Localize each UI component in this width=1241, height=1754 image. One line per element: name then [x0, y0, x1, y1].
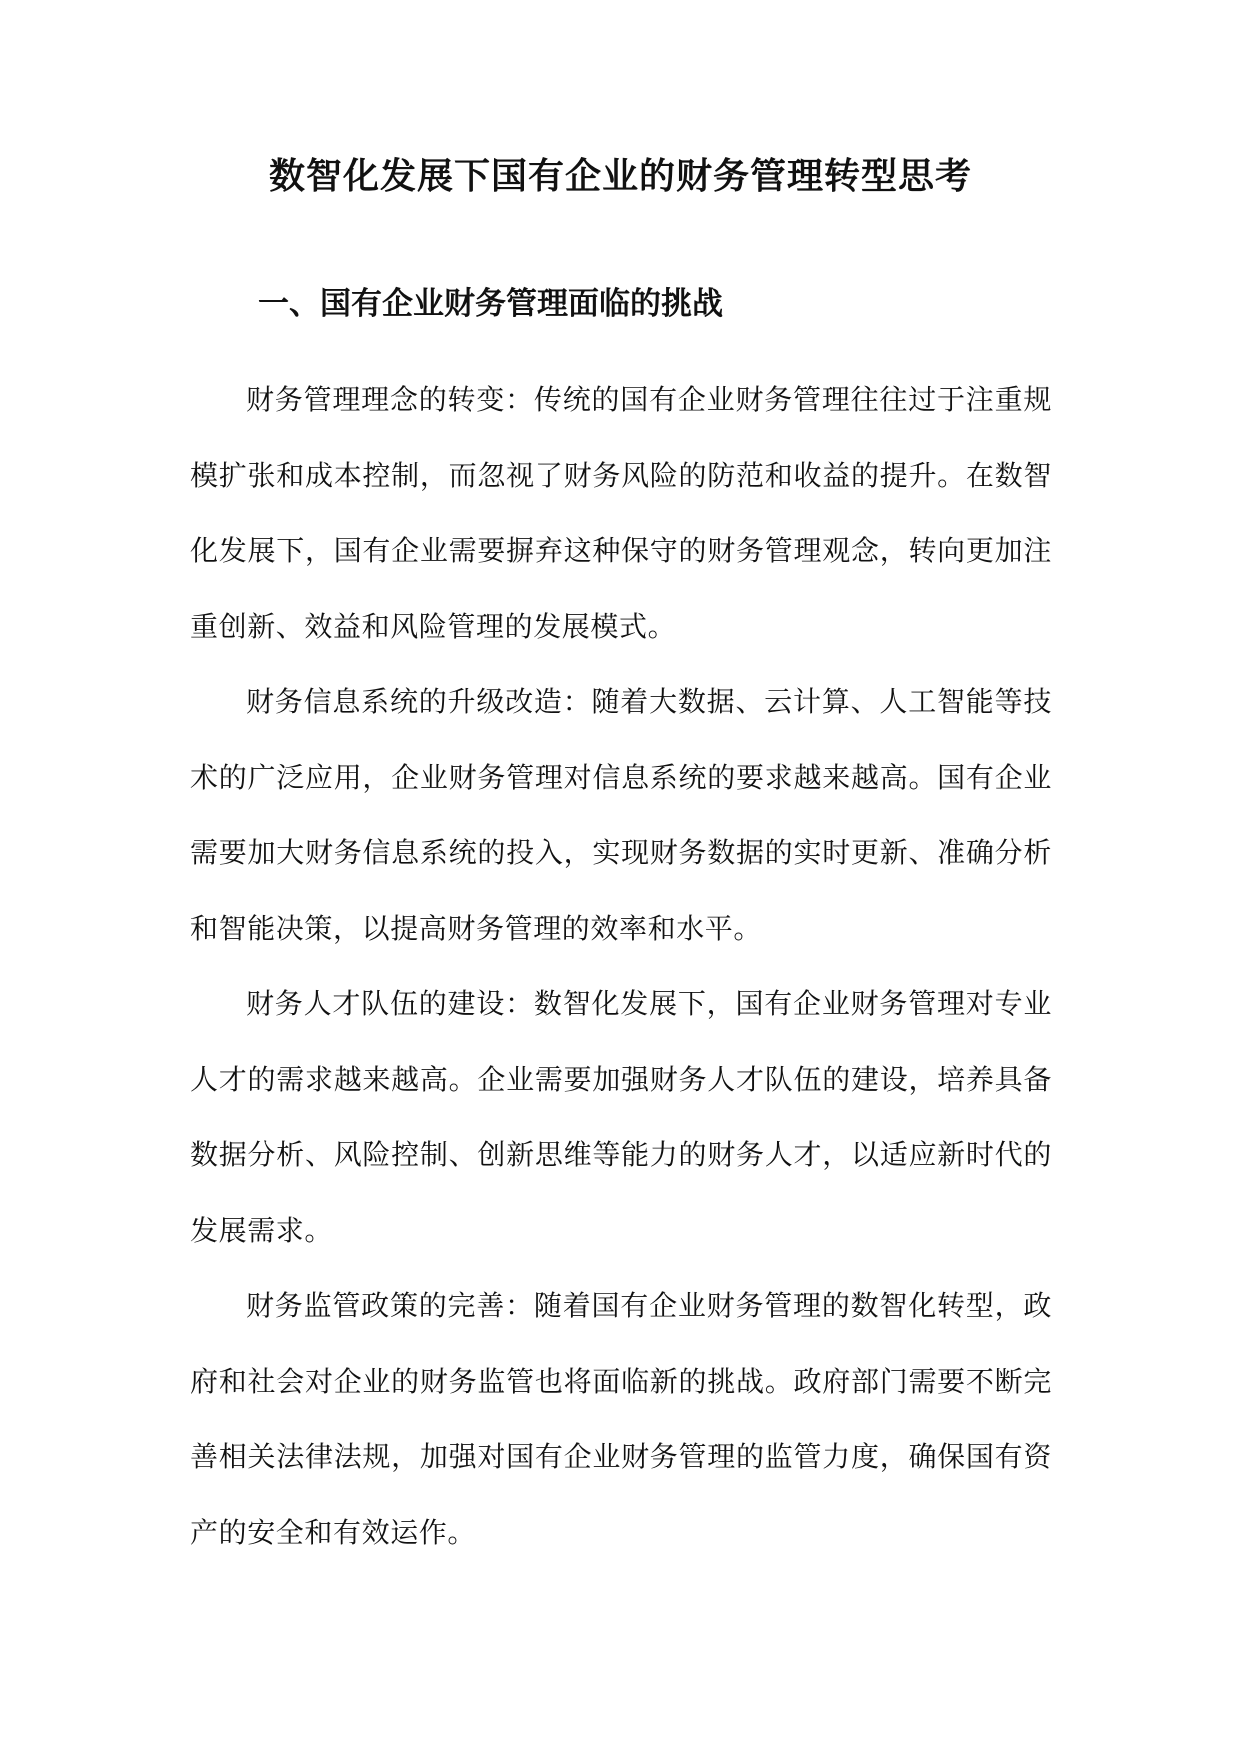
document-body — [190, 362, 1052, 1570]
paragraph-finance-concept: 财务管理理念的转变：传统的国有企业财务管理往往过于注重规模扩张和成本控制，而忽视了财务风险的防范和收益的提升。在数智化发展下，国有企业需要摒弃这种保守的财务管理观念，转向更加注重创新、效益和风险管理的发展模式。 — [190, 383, 1052, 643]
document-title: 数智化发展下国有企业的财务管理转型思考 — [268, 156, 972, 197]
paragraph-talent-team: 财务人才队伍的建设：数智化发展下，国有企业财务管理对专业人才的需求越来越高。企业需要加强财务人才队伍的建设，培养具备数据分析、风险控制、创新思维等能力的财务人才，以适应新时代的发展需求。 — [190, 987, 1052, 1247]
paragraph-information-system: 财务信息系统的升级改造：随着大数据、云计算、人工智能等技术的广泛应用，企业财务管理对信息系统的要求越来越高。国有企业需要加大财务信息系统的投入，实现财务数据的实时更新、准确分析和智能决策，以提高财务管理的效率和水平。 — [190, 685, 1052, 945]
paragraph-regulatory-policy: 财务监管政策的完善：随着国有企业财务管理的数智化转型，政府和社会对企业的财务监管也将面临新的挑战。政府部门需要不断完善相关法律法规，加强对国有企业财务管理的监管力度，确保国有资产的安全和有效运作。 — [190, 1289, 1052, 1549]
section-heading: 一、国有企业财务管理面临的挑战 — [258, 286, 723, 322]
